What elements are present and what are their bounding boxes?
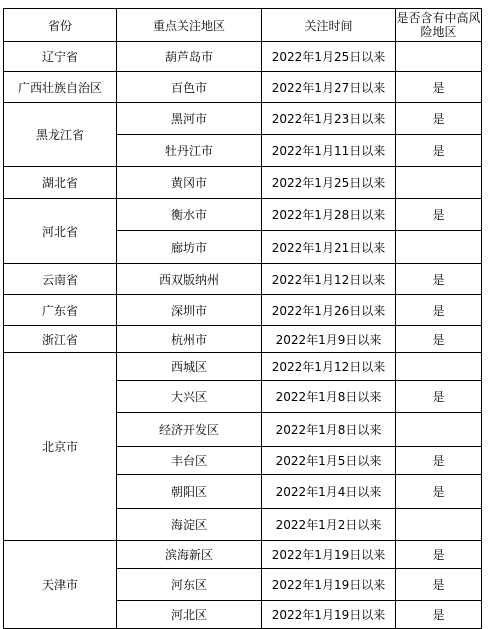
time-cell: 2022年1月25日以来 xyxy=(262,167,396,199)
area-cell: 丰台区 xyxy=(117,447,262,475)
table-row xyxy=(4,199,482,231)
risk-cell xyxy=(396,353,482,381)
time-cell: 2022年1月27日以来 xyxy=(262,72,396,103)
time-cell: 2022年1月12日以来 xyxy=(262,353,396,381)
header-risk: 是否含有中高风险地区 xyxy=(396,9,482,42)
area-cell: 河北区 xyxy=(117,601,262,629)
header-row xyxy=(4,9,482,42)
province-cell: 湖北省 xyxy=(4,167,117,199)
risk-cell: 是 xyxy=(396,199,482,231)
risk-cell xyxy=(396,167,482,199)
table-row xyxy=(4,167,482,199)
time-cell: 2022年1月8日以来 xyxy=(262,381,396,413)
risk-cell xyxy=(396,42,482,72)
table-row xyxy=(4,42,482,72)
area-cell: 衡水市 xyxy=(117,199,262,231)
table-row xyxy=(4,103,482,135)
table-row xyxy=(4,72,482,103)
area-cell: 河东区 xyxy=(117,569,262,601)
area-cell: 廊坊市 xyxy=(117,231,262,264)
risk-cell: 是 xyxy=(396,475,482,509)
risk-cell: 是 xyxy=(396,601,482,629)
time-cell: 2022年1月19日以来 xyxy=(262,541,396,569)
area-cell: 黄冈市 xyxy=(117,167,262,199)
area-cell: 经济开发区 xyxy=(117,413,262,447)
focus-areas-table xyxy=(3,8,482,629)
risk-cell: 是 xyxy=(396,103,482,135)
area-cell: 西城区 xyxy=(117,353,262,381)
risk-cell xyxy=(396,509,482,541)
area-cell: 滨海新区 xyxy=(117,541,262,569)
province-cell: 黑龙江省 xyxy=(4,103,117,167)
table-row xyxy=(4,353,482,381)
time-cell: 2022年1月4日以来 xyxy=(262,475,396,509)
time-cell: 2022年1月21日以来 xyxy=(262,231,396,264)
province-cell: 广西壮族自治区 xyxy=(4,72,117,103)
table-body xyxy=(4,42,482,629)
time-cell: 2022年1月12日以来 xyxy=(262,264,396,295)
area-cell: 牡丹江市 xyxy=(117,135,262,167)
header-province: 省份 xyxy=(4,9,117,42)
province-cell: 河北省 xyxy=(4,199,117,264)
province-cell: 广东省 xyxy=(4,295,117,326)
risk-cell: 是 xyxy=(396,447,482,475)
risk-cell: 是 xyxy=(396,264,482,295)
area-cell: 黑河市 xyxy=(117,103,262,135)
time-cell: 2022年1月26日以来 xyxy=(262,295,396,326)
area-cell: 深圳市 xyxy=(117,295,262,326)
risk-cell: 是 xyxy=(396,569,482,601)
risk-cell xyxy=(396,413,482,447)
area-cell: 葫芦岛市 xyxy=(117,42,262,72)
table-row xyxy=(4,326,482,353)
province-cell: 天津市 xyxy=(4,541,117,629)
time-cell: 2022年1月11日以来 xyxy=(262,135,396,167)
area-cell: 大兴区 xyxy=(117,381,262,413)
risk-cell: 是 xyxy=(396,326,482,353)
time-cell: 2022年1月19日以来 xyxy=(262,601,396,629)
area-cell: 百色市 xyxy=(117,72,262,103)
area-cell: 朝阳区 xyxy=(117,475,262,509)
area-cell: 杭州市 xyxy=(117,326,262,353)
time-cell: 2022年1月9日以来 xyxy=(262,326,396,353)
area-cell: 西双版纳州 xyxy=(117,264,262,295)
risk-cell xyxy=(396,231,482,264)
province-cell: 云南省 xyxy=(4,264,117,295)
time-cell: 2022年1月2日以来 xyxy=(262,509,396,541)
time-cell: 2022年1月19日以来 xyxy=(262,569,396,601)
time-cell: 2022年1月23日以来 xyxy=(262,103,396,135)
risk-cell: 是 xyxy=(396,381,482,413)
area-cell: 海淀区 xyxy=(117,509,262,541)
province-cell: 辽宁省 xyxy=(4,42,117,72)
risk-cell: 是 xyxy=(396,295,482,326)
table-row xyxy=(4,264,482,295)
risk-cell: 是 xyxy=(396,541,482,569)
time-cell: 2022年1月28日以来 xyxy=(262,199,396,231)
time-cell: 2022年1月5日以来 xyxy=(262,447,396,475)
risk-cell: 是 xyxy=(396,72,482,103)
time-cell: 2022年1月25日以来 xyxy=(262,42,396,72)
province-cell: 浙江省 xyxy=(4,326,117,353)
header-time: 关注时间 xyxy=(262,9,396,42)
risk-cell: 是 xyxy=(396,135,482,167)
header-area: 重点关注地区 xyxy=(117,9,262,42)
time-cell: 2022年1月8日以来 xyxy=(262,413,396,447)
province-cell: 北京市 xyxy=(4,353,117,541)
table-row xyxy=(4,295,482,326)
table-row xyxy=(4,541,482,569)
